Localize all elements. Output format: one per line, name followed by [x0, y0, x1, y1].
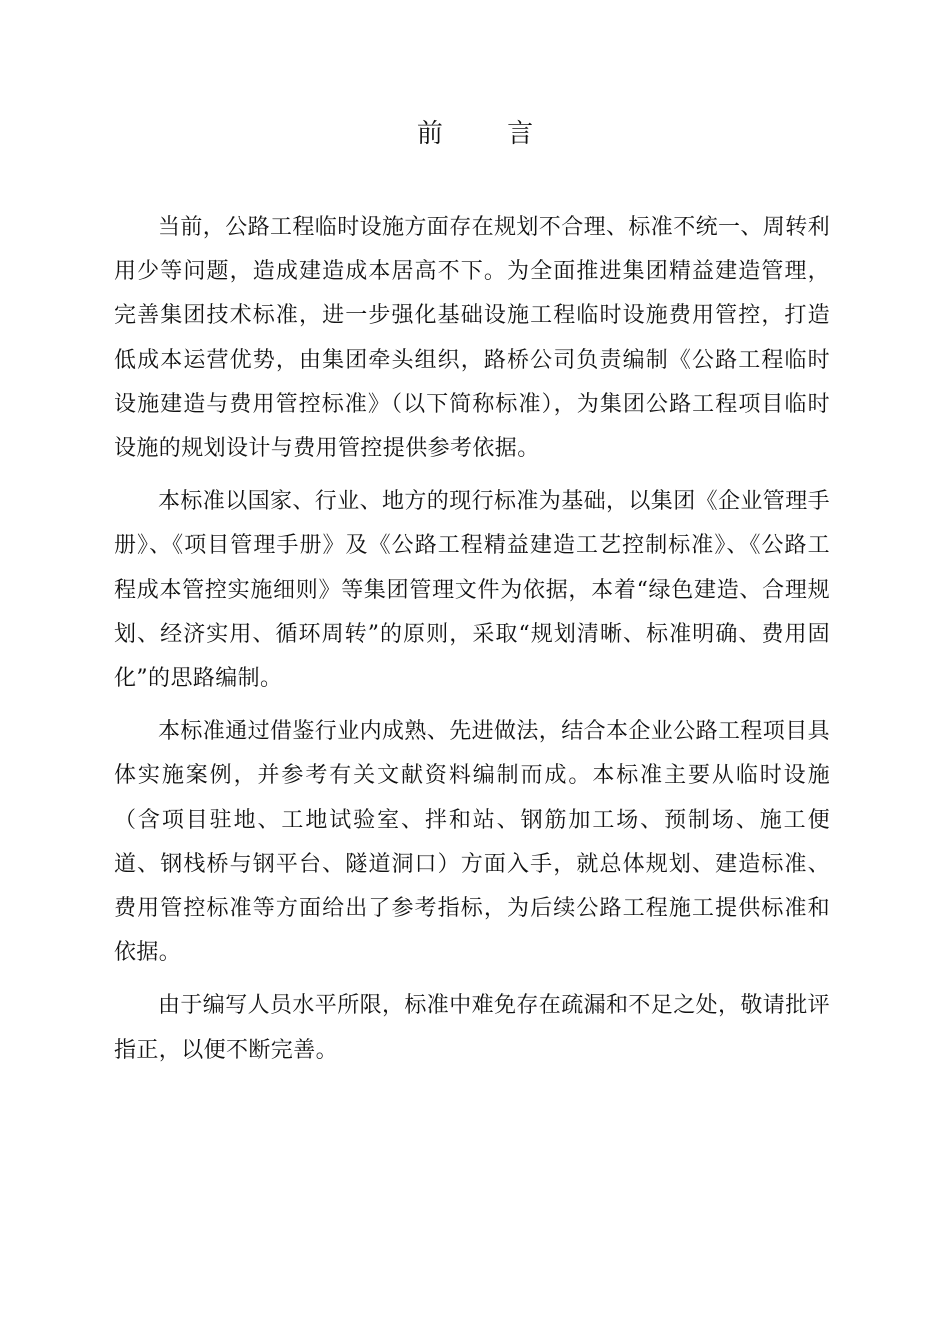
page-title: 前 言 — [416, 119, 562, 149]
preface-body — [114, 206, 830, 1073]
paragraph-3: 本标准通过借鉴行业内成熟、先进做法，结合本企业公路工程项目具体实施案例，并参考有关文献资料编制而成。本标准主要从临时设施（含项目驻地、工地试验室、拌和站、钢筋加工场、预制场、施工便道、钢栈桥与钢平台、隧道洞口）方面入手，就总体规划、建造标准、费用管控标准等方面给出了参考指标，为后续公路工程施工提供标准和依据。 — [114, 719, 831, 966]
paragraph-2: 本标准以国家、行业、地方的现行标准为基础，以集团《企业管理手册》、《项目管理手册》及《公路工程精益建造工艺控制标准》、《公路工程成本管控实施细则》等集团管理文件为依据，本着“绿色建造、合理规划、经济实用、循环周转”的原则，采取“规划清晰、标准明确、费用固化”的思路编制。 — [114, 489, 831, 692]
paragraph-1: 当前，公路工程临时设施方面存在规划不合理、标准不统一、周转利用少等问题，造成建造成本居高不下。为全面推进集团精益建造管理，完善集团技术标准，进一步强化基础设施工程临时设施费用管控，打造低成本运营优势，由集团牵头组织，路桥公司负责编制《公路工程临时设施建造与费用管控标准》（以下简称标准），为集团公路工程项目临时设施的规划设计与费用管控提供参考依据。 — [114, 215, 831, 462]
paragraph-4: 由于编写人员水平所限，标准中难免存在疏漏和不足之处，敬请批评指正，以便不断完善。 — [114, 993, 831, 1063]
